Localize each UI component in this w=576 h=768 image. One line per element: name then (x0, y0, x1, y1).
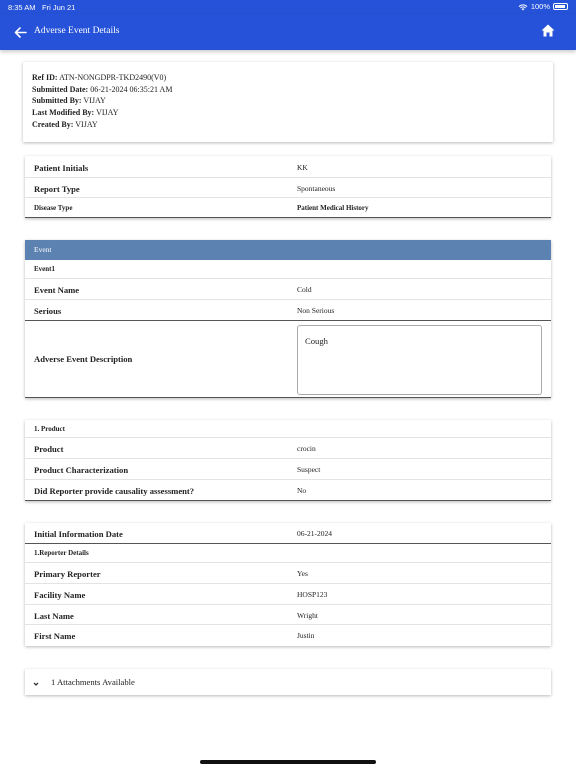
initial-date-row (25, 523, 551, 544)
description-row (25, 321, 551, 398)
last-name-row (25, 605, 551, 625)
characterization-value: Suspect (297, 465, 321, 474)
product-header-row (25, 420, 551, 438)
description-field[interactable]: Cough (297, 325, 542, 395)
event-card (25, 240, 551, 398)
characterization-label: Product Characterization (34, 465, 129, 475)
facility-name-label: Facility Name (34, 590, 86, 600)
wifi-icon (518, 3, 528, 11)
reporter-card (25, 523, 551, 646)
last-modified-by-line (32, 107, 544, 119)
status-right (518, 2, 568, 11)
product-row (25, 438, 551, 459)
facility-name-row (25, 584, 551, 605)
primary-reporter-value: Yes (297, 569, 308, 578)
last-name-value: Wright (297, 611, 318, 620)
event-name-row (25, 279, 551, 300)
last-modified-by-label: Last Modified By: (32, 108, 95, 118)
attachments-expander[interactable] (25, 669, 551, 695)
report-type-row (25, 178, 551, 198)
product-header-label: 1. Product (34, 425, 65, 433)
patient-card (25, 156, 551, 218)
chevron-down-icon (31, 676, 41, 686)
submitted-by-line (32, 95, 544, 107)
patient-initials-row (25, 156, 551, 178)
initial-date-value: 06-21-2024 (297, 529, 332, 538)
disease-type-label: Disease Type (34, 204, 73, 212)
first-name-value: Justin (297, 631, 315, 640)
report-type-value: Spontaneous (297, 184, 336, 193)
event-section-header (25, 240, 551, 260)
event-name-label: Event Name (34, 285, 80, 295)
home-icon (541, 24, 555, 37)
last-name-label: Last Name (34, 611, 74, 621)
submitted-by-value: VIJAY (83, 96, 106, 106)
home-button[interactable] (541, 24, 557, 40)
report-type-label: Report Type (34, 184, 80, 194)
product-label: Product (34, 444, 64, 454)
ref-id-line (32, 72, 544, 84)
arrow-left-icon (14, 27, 27, 38)
ref-id-value: ATN-NONGDPR-TKD2490(V0) (59, 73, 167, 82)
facility-name-value: HOSP123 (297, 590, 328, 599)
description-label: Adverse Event Description (34, 354, 133, 364)
patient-initials-value: KK (297, 163, 308, 172)
created-by-line (32, 119, 544, 131)
event-subheader-label: Event1 (34, 265, 55, 273)
submitted-date-line (32, 84, 544, 96)
serious-label: Serious (34, 306, 62, 316)
home-indicator (200, 760, 376, 764)
event-name-value: Cold (297, 285, 312, 294)
reporter-header-label: 1.Reporter Details (34, 549, 89, 557)
primary-reporter-label: Primary Reporter (34, 569, 101, 579)
serious-value: Non Serious (297, 306, 335, 315)
first-name-label: First Name (34, 631, 76, 641)
app-bar (0, 14, 576, 50)
reporter-header-row (25, 544, 551, 563)
ref-id-label: Ref ID: (32, 73, 58, 82)
disease-type-value: Patient Medical History (297, 204, 369, 212)
patient-initials-label: Patient Initials (34, 163, 89, 173)
disease-type-row (25, 198, 551, 218)
status-bar (0, 0, 576, 14)
primary-reporter-row (25, 563, 551, 584)
causality-label: Did Reporter provide causality assessment? (34, 486, 195, 496)
attachments-label: 1 Attachments Available (51, 677, 135, 687)
submitted-date-value: 06-21-2024 06:35:21 AM (90, 84, 173, 94)
status-date: Fri Jun 21 (42, 3, 76, 12)
characterization-row (25, 459, 551, 480)
back-button[interactable] (10, 23, 30, 41)
created-by-label: Created By: (32, 119, 74, 129)
initial-date-label: Initial Information Date (34, 529, 123, 539)
battery-icon (553, 3, 568, 10)
product-card (25, 420, 551, 501)
created-by-value: VIJAY (75, 119, 98, 129)
report-meta-card (23, 62, 553, 142)
submitted-by-label: Submitted By: (32, 96, 82, 106)
causality-row (25, 480, 551, 501)
status-time: 8:35 AM (8, 3, 36, 12)
serious-row (25, 300, 551, 321)
submitted-date-label: Submitted Date: (32, 84, 89, 94)
product-value: crocin (297, 444, 316, 453)
page-title: Adverse Event Details (34, 26, 120, 36)
last-modified-by-value: VIJAY (96, 108, 119, 118)
first-name-row (25, 625, 551, 646)
event-header-label: Event (34, 245, 52, 254)
battery-percent: 100% (530, 2, 550, 11)
causality-value: No (297, 486, 307, 495)
event-subheader-row (25, 260, 551, 279)
